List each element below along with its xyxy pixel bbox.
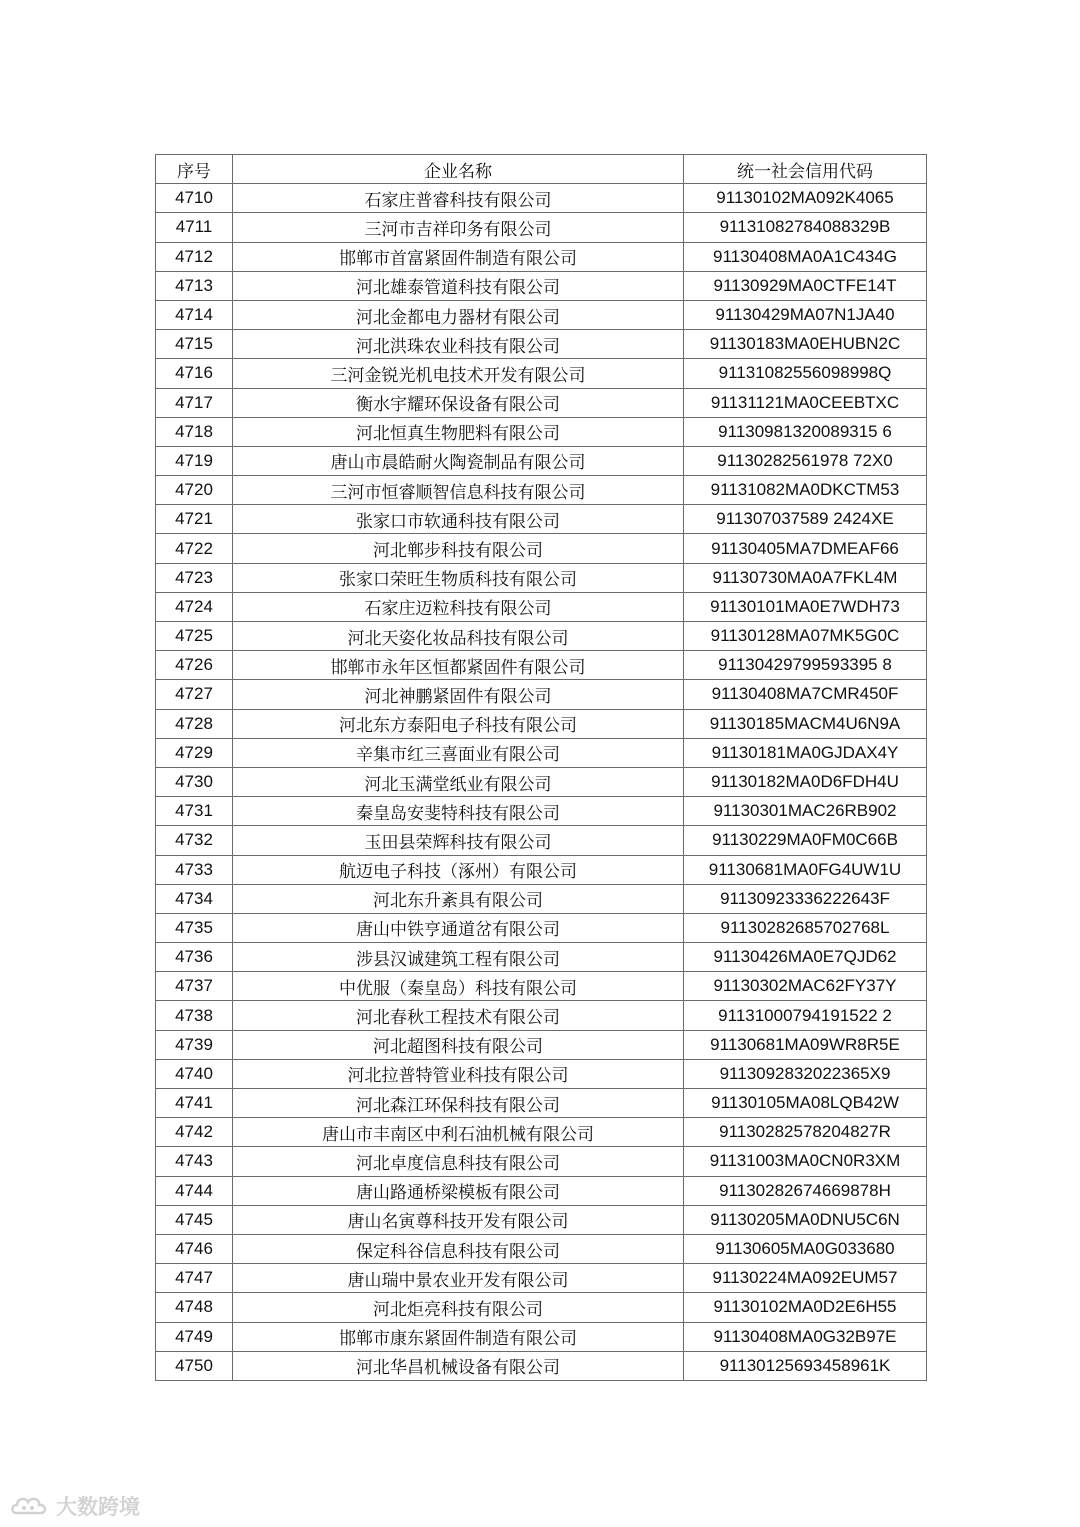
row-company-name: 唐山路通桥梁模板有限公司 [233, 1176, 684, 1205]
row-serial-number: 4748 [156, 1293, 233, 1322]
row-credit-code: 91131003MA0CN0R3XM [684, 1147, 927, 1176]
table-header-row [156, 155, 927, 184]
row-serial-number: 4734 [156, 884, 233, 913]
row-credit-code: 91130102MA092K4065 [684, 184, 927, 213]
row-credit-code: 91130182MA0D6FDH4U [684, 767, 927, 796]
row-company-name: 河北东升紊具有限公司 [233, 884, 684, 913]
row-serial-number: 4745 [156, 1205, 233, 1234]
row-serial-number: 4747 [156, 1264, 233, 1293]
row-company-name: 河北神鹏紧固件有限公司 [233, 680, 684, 709]
table-row [156, 300, 927, 329]
row-credit-code: 91130282561978 72X0 [684, 446, 927, 475]
row-company-name: 河北炬亮科技有限公司 [233, 1293, 684, 1322]
row-credit-code: 91130408MA7CMR450F [684, 680, 927, 709]
row-serial-number: 4730 [156, 767, 233, 796]
table-row [156, 972, 927, 1001]
row-credit-code: 91130605MA0G033680 [684, 1234, 927, 1263]
row-credit-code: 91131000794191522 2 [684, 1001, 927, 1030]
row-credit-code: 91130981320089315 6 [684, 417, 927, 446]
row-company-name: 秦皇岛安斐特科技有限公司 [233, 797, 684, 826]
row-serial-number: 4728 [156, 709, 233, 738]
row-serial-number: 4723 [156, 563, 233, 592]
row-credit-code: 91130181MA0GJDAX4Y [684, 738, 927, 767]
row-credit-code: 91131082784088329B [684, 213, 927, 242]
table-row [156, 359, 927, 388]
row-credit-code: 91130429799593395 8 [684, 651, 927, 680]
row-serial-number: 4750 [156, 1351, 233, 1380]
row-serial-number: 4718 [156, 417, 233, 446]
row-company-name: 河北华昌机械设备有限公司 [233, 1351, 684, 1380]
row-company-name: 辛集市红三喜面业有限公司 [233, 738, 684, 767]
row-credit-code: 91130224MA092EUM57 [684, 1264, 927, 1293]
table-row [156, 651, 927, 680]
table-row [156, 738, 927, 767]
row-company-name: 唐山中铁亨通道岔有限公司 [233, 913, 684, 942]
row-company-name: 唐山瑞中景农业开发有限公司 [233, 1264, 684, 1293]
row-company-name: 河北恒真生物肥料有限公司 [233, 417, 684, 446]
table-row [156, 1351, 927, 1380]
row-company-name: 邯郸市永年区恒都紧固件有限公司 [233, 651, 684, 680]
row-credit-code: 91130426MA0E7QJD62 [684, 943, 927, 972]
row-company-name: 邯郸市康东紧固件制造有限公司 [233, 1322, 684, 1351]
table-row [156, 1293, 927, 1322]
row-serial-number: 4733 [156, 855, 233, 884]
table-row [156, 271, 927, 300]
row-serial-number: 4722 [156, 534, 233, 563]
table-row [156, 592, 927, 621]
row-serial-number: 4715 [156, 330, 233, 359]
row-serial-number: 4714 [156, 300, 233, 329]
row-credit-code: 91130929MA0CTFE14T [684, 271, 927, 300]
table-row [156, 943, 927, 972]
table-row [156, 1059, 927, 1088]
row-company-name: 河北卓度信息科技有限公司 [233, 1147, 684, 1176]
row-serial-number: 4732 [156, 826, 233, 855]
row-serial-number: 4712 [156, 242, 233, 271]
table-row [156, 388, 927, 417]
row-credit-code: 91130128MA07MK5G0C [684, 622, 927, 651]
table-row [156, 622, 927, 651]
row-company-name: 张家口市软通科技有限公司 [233, 505, 684, 534]
row-credit-code: 9113092832022365X9 [684, 1059, 927, 1088]
table-row [156, 709, 927, 738]
table-row [156, 884, 927, 913]
row-serial-number: 4749 [156, 1322, 233, 1351]
row-company-name: 河北森江环保科技有限公司 [233, 1089, 684, 1118]
row-credit-code: 91130282685702768L [684, 913, 927, 942]
table-row [156, 767, 927, 796]
row-company-name: 河北超图科技有限公司 [233, 1030, 684, 1059]
table-row [156, 826, 927, 855]
row-serial-number: 4719 [156, 446, 233, 475]
row-serial-number: 4744 [156, 1176, 233, 1205]
cloud-logo-icon [10, 1493, 50, 1519]
table-row [156, 797, 927, 826]
row-credit-code: 91130301MAC26RB902 [684, 797, 927, 826]
row-company-name: 涉县汉诚建筑工程有限公司 [233, 943, 684, 972]
row-company-name: 河北洪珠农业科技有限公司 [233, 330, 684, 359]
row-serial-number: 4735 [156, 913, 233, 942]
row-serial-number: 4716 [156, 359, 233, 388]
table-row [156, 446, 927, 475]
row-credit-code: 91130185MACM4U6N9A [684, 709, 927, 738]
row-company-name: 河北春秋工程技术有限公司 [233, 1001, 684, 1030]
row-credit-code: 91130429MA07N1JA40 [684, 300, 927, 329]
table-row [156, 330, 927, 359]
row-company-name: 三河市吉祥印务有限公司 [233, 213, 684, 242]
row-company-name: 中优服（秦皇岛）科技有限公司 [233, 972, 684, 1001]
row-credit-code: 91130229MA0FM0C66B [684, 826, 927, 855]
row-company-name: 保定科谷信息科技有限公司 [233, 1234, 684, 1263]
row-credit-code: 91130302MAC62FY37Y [684, 972, 927, 1001]
table-row [156, 1001, 927, 1030]
table-row [156, 855, 927, 884]
table-row [156, 1205, 927, 1234]
row-credit-code: 91130408MA0A1C434G [684, 242, 927, 271]
row-serial-number: 4713 [156, 271, 233, 300]
row-credit-code: 91130681MA09WR8R5E [684, 1030, 927, 1059]
row-company-name: 石家庄迈粒科技有限公司 [233, 592, 684, 621]
table-row [156, 1322, 927, 1351]
row-credit-code: 911307037589 2424XE [684, 505, 927, 534]
row-serial-number: 4731 [156, 797, 233, 826]
row-credit-code: 91130183MA0EHUBN2C [684, 330, 927, 359]
row-credit-code: 91130125693458961K [684, 1351, 927, 1380]
row-company-name: 唐山市丰南区中利石油机械有限公司 [233, 1118, 684, 1147]
watermark-text: 大数跨境 [56, 1495, 140, 1519]
table-row [156, 1264, 927, 1293]
row-credit-code: 91130681MA0FG4UW1U [684, 855, 927, 884]
row-serial-number: 4727 [156, 680, 233, 709]
row-serial-number: 4742 [156, 1118, 233, 1147]
row-credit-code: 91130408MA0G32B97E [684, 1322, 927, 1351]
header-credit-code: 统一社会信用代码 [684, 155, 927, 184]
row-company-name: 河北天姿化妆品科技有限公司 [233, 622, 684, 651]
row-credit-code: 91130101MA0E7WDH73 [684, 592, 927, 621]
row-company-name: 三河金锐光机电技术开发有限公司 [233, 359, 684, 388]
table-row [156, 1030, 927, 1059]
row-company-name: 河北东方泰阳电子科技有限公司 [233, 709, 684, 738]
table-row [156, 1176, 927, 1205]
table-row [156, 680, 927, 709]
row-company-name: 河北玉满堂纸业有限公司 [233, 767, 684, 796]
table-row [156, 505, 927, 534]
table-row [156, 913, 927, 942]
row-serial-number: 4717 [156, 388, 233, 417]
row-serial-number: 4738 [156, 1001, 233, 1030]
table-row [156, 1089, 927, 1118]
table-row [156, 476, 927, 505]
row-serial-number: 4741 [156, 1089, 233, 1118]
row-credit-code: 91130105MA08LQB42W [684, 1089, 927, 1118]
row-company-name: 河北雄泰管道科技有限公司 [233, 271, 684, 300]
row-credit-code: 91130923336222643F [684, 884, 927, 913]
header-company-name: 企业名称 [233, 155, 684, 184]
watermark [10, 1490, 140, 1522]
table-row [156, 417, 927, 446]
table-row [156, 1118, 927, 1147]
row-serial-number: 4710 [156, 184, 233, 213]
row-serial-number: 4740 [156, 1059, 233, 1088]
table-row [156, 534, 927, 563]
row-credit-code: 91130205MA0DNU5C6N [684, 1205, 927, 1234]
table-row [156, 563, 927, 592]
row-serial-number: 4743 [156, 1147, 233, 1176]
row-credit-code: 91130282578204827R [684, 1118, 927, 1147]
row-serial-number: 4724 [156, 592, 233, 621]
header-serial-number: 序号 [156, 155, 233, 184]
row-credit-code: 91131121MA0CEEBTXC [684, 388, 927, 417]
row-serial-number: 4720 [156, 476, 233, 505]
table-row [156, 1147, 927, 1176]
row-credit-code: 91130730MA0A7FKL4M [684, 563, 927, 592]
row-company-name: 三河市恒睿顺智信息科技有限公司 [233, 476, 684, 505]
row-company-name: 邯郸市首富紧固件制造有限公司 [233, 242, 684, 271]
table-row [156, 213, 927, 242]
row-company-name: 唐山名寅尊科技开发有限公司 [233, 1205, 684, 1234]
row-company-name: 玉田县荣辉科技有限公司 [233, 826, 684, 855]
company-registry-table [155, 154, 927, 1381]
row-serial-number: 4721 [156, 505, 233, 534]
row-company-name: 衡水宇耀环保设备有限公司 [233, 388, 684, 417]
row-credit-code: 91131082556098998Q [684, 359, 927, 388]
row-serial-number: 4725 [156, 622, 233, 651]
row-company-name: 航迈电子科技（涿州）有限公司 [233, 855, 684, 884]
row-serial-number: 4736 [156, 943, 233, 972]
table-row [156, 184, 927, 213]
row-company-name: 张家口荣旺生物质科技有限公司 [233, 563, 684, 592]
row-company-name: 河北郸步科技有限公司 [233, 534, 684, 563]
row-serial-number: 4729 [156, 738, 233, 767]
row-serial-number: 4737 [156, 972, 233, 1001]
row-serial-number: 4726 [156, 651, 233, 680]
row-serial-number: 4739 [156, 1030, 233, 1059]
row-company-name: 河北拉普特管业科技有限公司 [233, 1059, 684, 1088]
row-serial-number: 4746 [156, 1234, 233, 1263]
row-serial-number: 4711 [156, 213, 233, 242]
row-company-name: 石家庄普睿科技有限公司 [233, 184, 684, 213]
row-company-name: 河北金都电力器材有限公司 [233, 300, 684, 329]
row-credit-code: 91130405MA7DMEAF66 [684, 534, 927, 563]
row-credit-code: 91130282674669878H [684, 1176, 927, 1205]
table-row [156, 1234, 927, 1263]
row-credit-code: 91131082MA0DKCTM53 [684, 476, 927, 505]
table-body [156, 184, 927, 1381]
row-company-name: 唐山市晨皓耐火陶瓷制品有限公司 [233, 446, 684, 475]
table-row [156, 242, 927, 271]
row-credit-code: 91130102MA0D2E6H55 [684, 1293, 927, 1322]
